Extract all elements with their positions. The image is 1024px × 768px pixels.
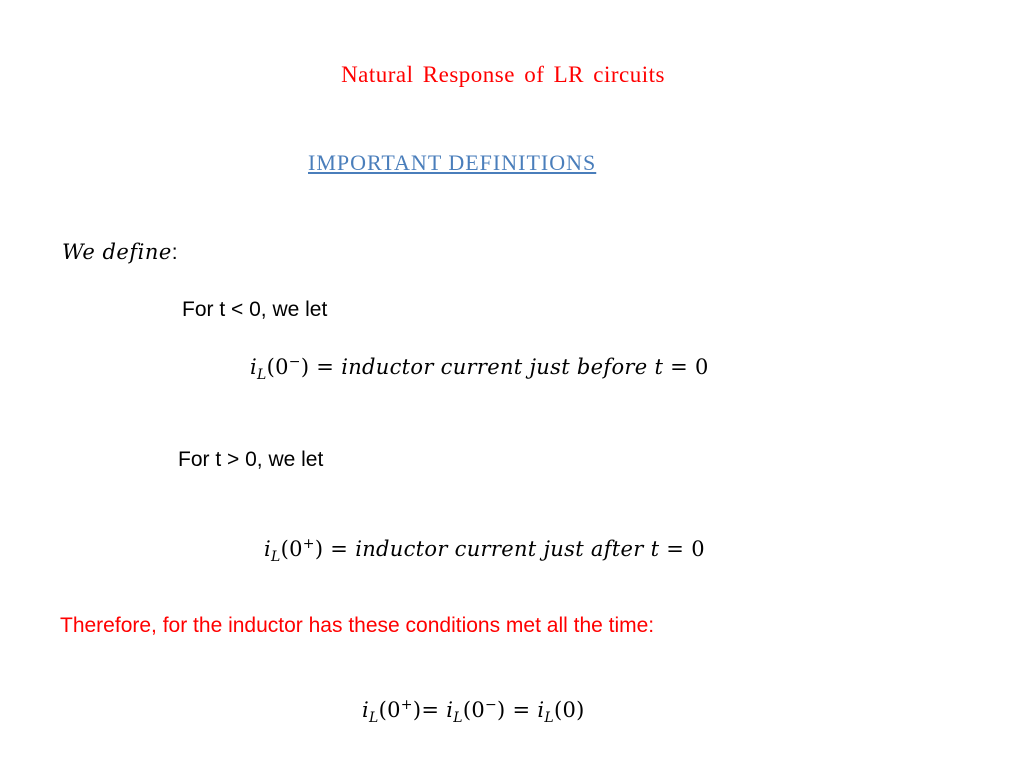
eq-before-close: ) (300, 355, 310, 379)
equation-after (264, 536, 705, 565)
eq-before-text: inductor current just before t (341, 355, 664, 379)
eq-after-sub: L (271, 549, 281, 565)
slide-subtitle: IMPORTANT DEFINITIONS (308, 150, 597, 175)
eq-final-a-close: ) (412, 698, 422, 722)
eq-final-a-open: (0 (378, 698, 401, 722)
eq-final-equals-1: = (421, 698, 447, 722)
eq-final-b-close: ) (497, 698, 506, 722)
eq-final-equals-2: = (505, 698, 538, 722)
eq-final-a-sup: + (400, 697, 413, 713)
eq-after-text: inductor current just after t (355, 537, 660, 561)
eq-after-equals: = (323, 537, 356, 561)
eq-after-sup: + (302, 536, 315, 552)
eq-after-value: 0 (691, 537, 705, 561)
eq-final-c-sub: L (544, 710, 555, 726)
eq-final-a-sub: L (369, 710, 379, 726)
eq-after-equals-2: = (659, 537, 692, 561)
eq-before-value: 0 (695, 355, 709, 379)
intro-colon: : (171, 241, 179, 264)
eq-final-c-paren: (0) (554, 698, 585, 722)
eq-before-equals: = (309, 355, 342, 379)
eq-final-b-sub: L (453, 710, 463, 726)
eq-after-close: ) (314, 537, 324, 561)
eq-after-open: (0 (280, 537, 303, 561)
eq-final-b-var: i (446, 698, 454, 722)
eq-final-b-open: (0 (462, 698, 485, 722)
eq-final-b-sup: − (485, 697, 498, 713)
condition-after-text: For t > 0, we let (178, 448, 324, 471)
therefore-statement: Therefore, for the inductor has these conditions met all the time: (60, 614, 655, 637)
eq-after-var: i (264, 537, 272, 561)
equation-final (362, 697, 585, 726)
slide-title: Natural Response of LR circuits (341, 62, 665, 87)
eq-before-equals-2: = (663, 355, 696, 379)
eq-before-var: i (250, 355, 258, 379)
intro-text: We define (62, 240, 172, 264)
eq-final-c-var: i (537, 698, 545, 722)
eq-before-sup: − (288, 354, 301, 370)
condition-before-text: For t < 0, we let (182, 298, 328, 321)
eq-before-sub: L (257, 367, 267, 383)
eq-before-open: (0 (266, 355, 289, 379)
eq-final-a-var: i (362, 698, 370, 722)
intro-line (62, 240, 178, 265)
equation-before (250, 354, 709, 383)
